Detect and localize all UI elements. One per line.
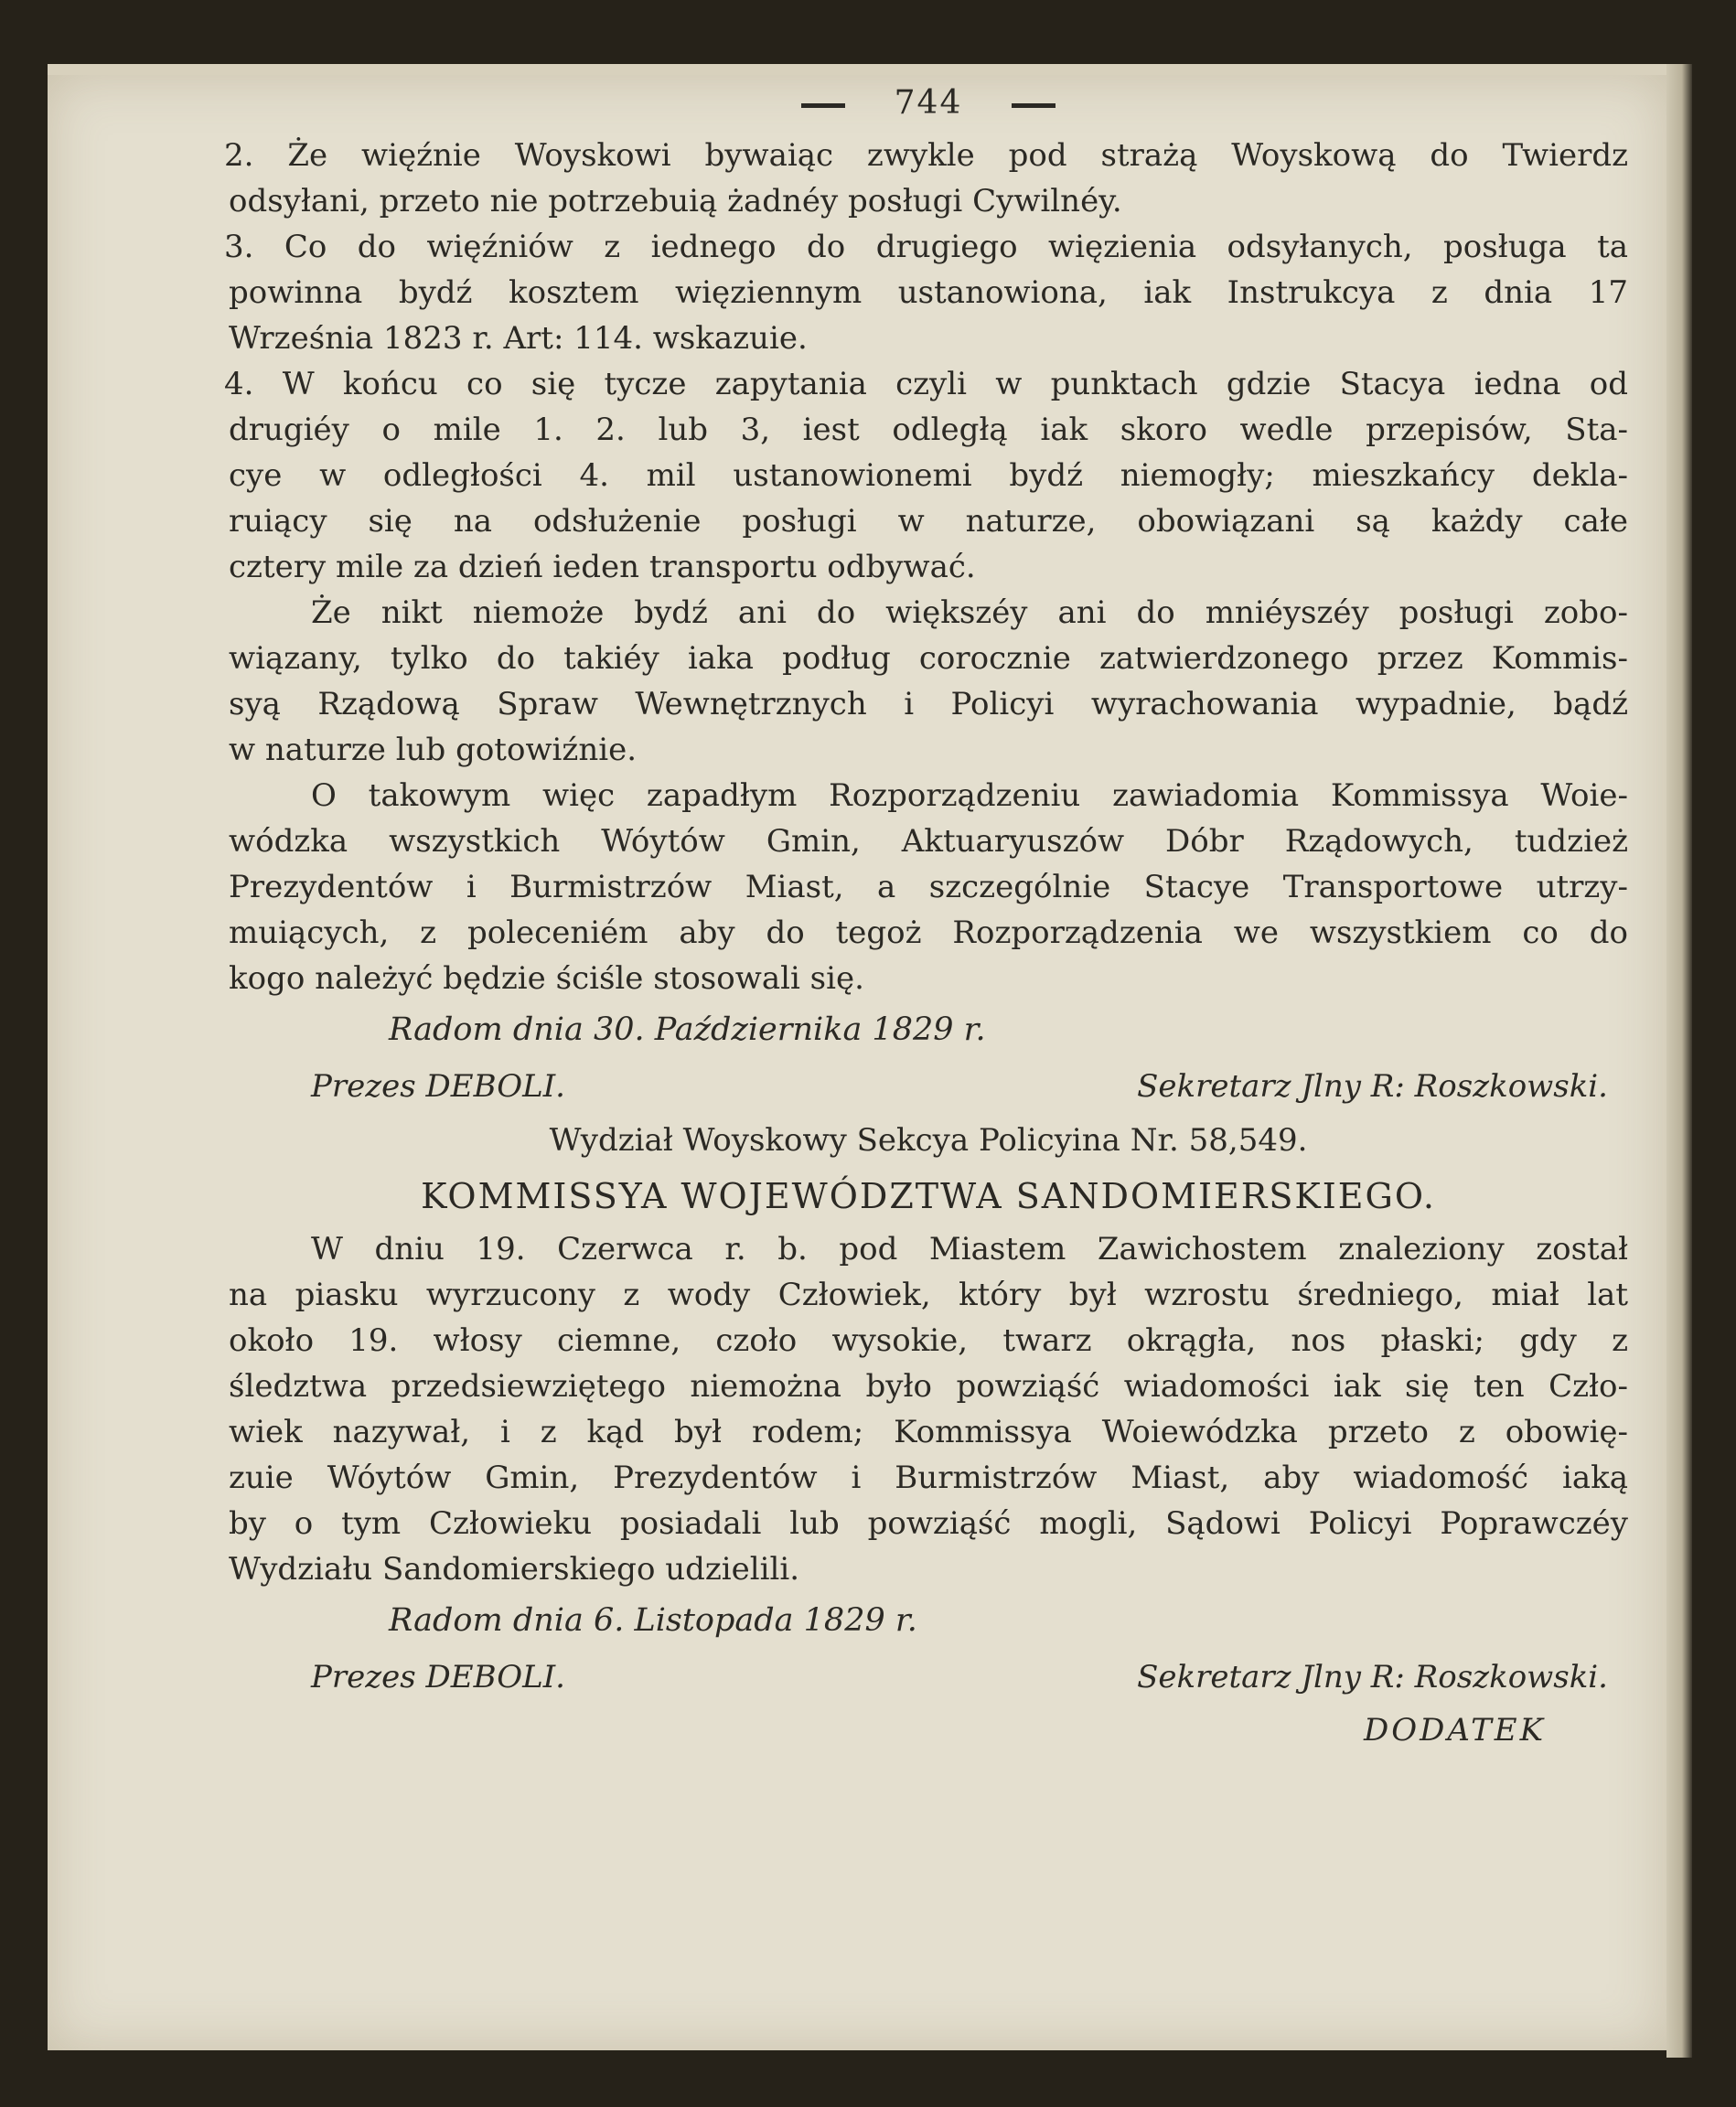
text-line: 2. Że więźnie Woyskowi bywaiąc zwykle pod strażą Woyskową do Twierdz [224,137,1628,174]
text-line: wiązany, tylko do takiéy iaka podług corocznie zatwierdzonego przez Kommis- [229,640,1628,677]
document-body [224,78,1628,1755]
text-line: 4. W końcu co się tycze zapytania czyli w punktach gdzie Stacya iedna od [224,366,1628,402]
text-line: 3. Co do więźniów z iednego do drugiego więzienia odsyłanych, posługa ta [224,229,1628,265]
text-line: wiek nazywał, i z kąd był rodem; Kommissya Woiewódzka przeto z obowię- [229,1414,1628,1450]
signature-line-2 [229,1649,1628,1706]
section-1 [224,133,1628,1001]
text-line: powinna bydź kosztem więziennym ustanowiona, iak Instrukcya z dnia 17 [229,274,1628,311]
text-line: by o tym Człowieku posiadali lub powziąść mogli, Sądowi Policyi Poprawczéy [229,1505,1628,1542]
text-line: ruiący się na odsłużenie posługi w naturze, obowiązani są każdy całe [229,503,1628,540]
addendum-catchword: DODATEK [1364,1712,1546,1749]
text-line: cztery mile za dzień ieden transportu odbywać. [229,549,976,585]
section-2 [229,1226,1628,1592]
header-dash-left [801,103,845,108]
president-signature: Prezes DEBOLI. [311,1659,565,1695]
text-line: odsyłani, przeto nie potrzebuią żadnéy posługi Cywilnéy. [229,183,1122,219]
text-line: Września 1823 r. Art: 114. wskazuie. [229,320,808,357]
text-line: w naturze lub gotowiźnie. [229,732,638,768]
secretary-signature: Sekretarz Jlny R: Roszkowski. [1137,1068,1608,1105]
date-line-1: Radom dnia 30. Października 1829 r. [389,1011,986,1048]
text-line: muiących, z poleceniém aby do tegoż Rozporządzenia we wszystkiem co do [229,914,1628,951]
text-line: Wydziału Sandomierskiego udzielili. [229,1551,800,1588]
text-line: O takowym więc zapadłym Rozporządzeniu zawiadomia Kommissya Woie- [311,777,1628,814]
text-line: wódzka wszystkich Wóytów Gmin, Aktuaryuszów Dóbr Rządowych, tudzież [229,823,1628,860]
text-line: cye w odległości 4. mil ustanowionemi bydź niemogły; mieszkańcy dekla- [229,457,1628,494]
paper-right-edge [1666,64,1692,2058]
text-line: drugiéy o mile 1. 2. lub 3, iest odległą iak skoro wedle przepisów, Sta- [229,412,1628,448]
text-line: na piasku wyrzucony z wody Człowiek, który był wzrostu średniego, miał lat [229,1277,1628,1313]
secretary-signature: Sekretarz Jlny R: Roszkowski. [1137,1659,1608,1695]
page-number: 744 [894,84,963,122]
text-line: W dniu 19. Czerwca r. b. pod Miastem Zawichostem znaleziony został [311,1231,1628,1267]
text-line: Prezydentów i Burmistrzów Miast, a szczególnie Stacye Transportowe utrzy- [229,869,1628,905]
text-line: kogo należyć będzie ściśle stosowali się. [229,960,864,997]
signature-line-1 [229,1058,1628,1115]
header-dash-right [1012,103,1056,108]
section-heading: KOMMISSYA WOJEWÓDZTWA SANDOMIERSKIEGO. [421,1176,1436,1216]
text-line: syą Rządową Spraw Wewnętrznych i Policyi wyrachowania wypadnie, bądź [229,686,1628,722]
reference-line: Wydział Woyskowy Sekcya Policyina Nr. 58,549. [549,1122,1308,1159]
text-line: około 19. włosy ciemne, czoło wysokie, twarz okrągła, nos płaski; gdy z [229,1322,1628,1359]
text-line: śledztwa przedsiewziętego niemożna było powziąść wiadomości iak się ten Czło- [229,1368,1628,1405]
date-line-2: Radom dnia 6. Listopada 1829 r. [389,1602,917,1639]
page-header [229,78,1628,129]
president-signature: Prezes DEBOLI. [311,1068,565,1105]
text-line: Że nikt niemoże bydź ani do większéy ani do mniéyszéy posługi zobo- [311,594,1628,631]
text-line: zuie Wóytów Gmin, Prezydentów i Burmistrzów Miast, aby wiadomość iaką [229,1460,1628,1496]
